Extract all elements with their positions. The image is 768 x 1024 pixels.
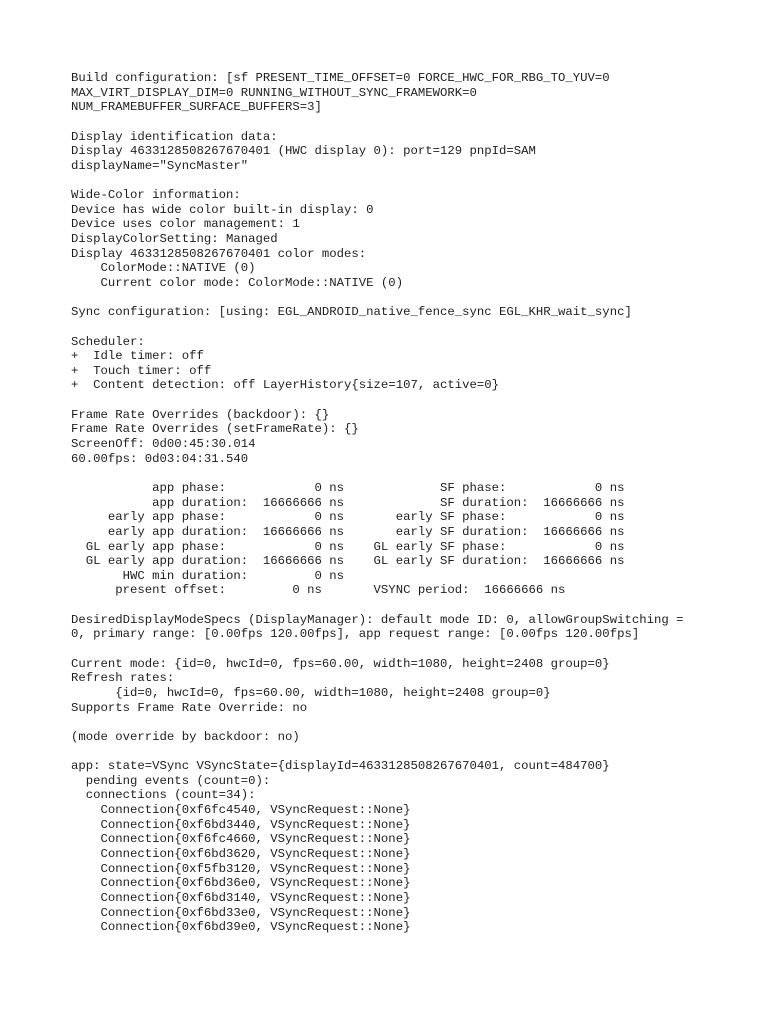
document-line: Connection{0xf6bd39e0, VSyncRequest::None} — [71, 920, 411, 935]
document-line: Connection{0xf5fb3120, VSyncRequest::None} — [71, 861, 411, 876]
document-line — [71, 598, 761, 613]
document-line — [71, 393, 761, 408]
document-line: Connection{0xf6bd3140, VSyncRequest::None} — [71, 890, 411, 905]
document-line: 60.00fps: 0d03:04:31.540 — [71, 451, 249, 466]
document-line — [71, 642, 761, 657]
document-line: Connection{0xf6bd3620, VSyncRequest::None} — [71, 846, 411, 861]
document-line: ColorMode::NATIVE (0) — [71, 261, 256, 276]
document-line: Display 4633128508267670401 color modes: — [71, 246, 367, 261]
document-line — [71, 115, 761, 130]
document-line — [71, 291, 761, 306]
document-line: MAX_VIRT_DISPLAY_DIM=0 RUNNING_WITHOUT_SYNC_FRAMEWORK=0 — [71, 85, 477, 100]
document-line: app duration: 16666666 ns SF duration: 16666666 ns — [71, 495, 625, 510]
document-line: GL early app phase: 0 ns GL early SF phase: 0 ns — [71, 539, 625, 554]
document-line: Sync configuration: [using: EGL_ANDROID_native_fence_sync EGL_KHR_wait_sync] — [71, 305, 632, 320]
document-line: Display identification data: — [71, 129, 278, 144]
dumpsys-text-document — [71, 71, 761, 935]
document-line: app phase: 0 ns SF phase: 0 ns — [71, 480, 625, 495]
document-line: Connection{0xf6fc4540, VSyncRequest::None} — [71, 803, 411, 818]
document-line — [71, 320, 761, 335]
document-line: Connection{0xf6bd33e0, VSyncRequest::None} — [71, 905, 411, 920]
document-line: Scheduler: — [71, 334, 145, 349]
document-line: app: state=VSync VSyncState={displayId=4633128508267670401, count=484700} — [71, 759, 610, 774]
document-line: Supports Frame Rate Override: no — [71, 700, 308, 715]
document-line: + Content detection: off LayerHistory{size=107, active=0} — [71, 378, 500, 393]
document-line: ScreenOff: 0d00:45:30.014 — [71, 437, 256, 452]
document-line — [71, 173, 761, 188]
document-line: displayName="SyncMaster" — [71, 158, 249, 173]
document-line: Connection{0xf6fc4660, VSyncRequest::None} — [71, 832, 411, 847]
document-line: Connection{0xf6bd36e0, VSyncRequest::None} — [71, 876, 411, 891]
document-line: Connection{0xf6bd3440, VSyncRequest::None} — [71, 817, 411, 832]
document-line: Device uses color management: 1 — [71, 217, 300, 232]
document-line — [71, 715, 761, 730]
document-line: + Touch timer: off — [71, 363, 212, 378]
document-line: early app duration: 16666666 ns early SF duration: 16666666 ns — [71, 524, 625, 539]
document-line: (mode override by backdoor: no) — [71, 729, 300, 744]
document-line: + Idle timer: off — [71, 349, 204, 364]
document-line: HWC min duration: 0 ns — [71, 568, 345, 583]
document-line: Current color mode: ColorMode::NATIVE (0) — [71, 275, 404, 290]
document-line — [71, 744, 761, 759]
document-line: 0, primary range: [0.00fps 120.00fps], app request range: [0.00fps 120.00fps] — [71, 627, 640, 642]
document-line: early app phase: 0 ns early SF phase: 0 ns — [71, 510, 625, 525]
document-line: Build configuration: [sf PRESENT_TIME_OFFSET=0 FORCE_HWC_FOR_RBG_TO_YUV=0 — [71, 71, 610, 85]
document-line — [71, 466, 761, 481]
document-line: DesiredDisplayModeSpecs (DisplayManager): default mode ID: 0, allowGroupSwitching = — [71, 612, 684, 627]
document-line: connections (count=34): — [71, 788, 256, 803]
document-line: DisplayColorSetting: Managed — [71, 232, 278, 247]
document-line: GL early app duration: 16666666 ns GL early SF duration: 16666666 ns — [71, 554, 625, 569]
document-line: pending events (count=0): — [71, 773, 271, 788]
document-line: present offset: 0 ns VSYNC period: 16666666 ns — [71, 583, 566, 598]
document-line: Current mode: {id=0, hwcId=0, fps=60.00, width=1080, height=2408 group=0} — [71, 656, 610, 671]
document-line: NUM_FRAMEBUFFER_SURFACE_BUFFERS=3] — [71, 100, 322, 115]
document-line: Display 4633128508267670401 (HWC display 0): port=129 pnpId=SAM — [71, 144, 536, 159]
document-line: Wide-Color information: — [71, 188, 241, 203]
document-line: {id=0, hwcId=0, fps=60.00, width=1080, height=2408 group=0} — [71, 685, 551, 700]
document-line: Refresh rates: — [71, 671, 175, 686]
document-line: Device has wide color built-in display: 0 — [71, 202, 374, 217]
document-line: Frame Rate Overrides (setFrameRate): {} — [71, 422, 359, 437]
document-line: Frame Rate Overrides (backdoor): {} — [71, 407, 330, 422]
